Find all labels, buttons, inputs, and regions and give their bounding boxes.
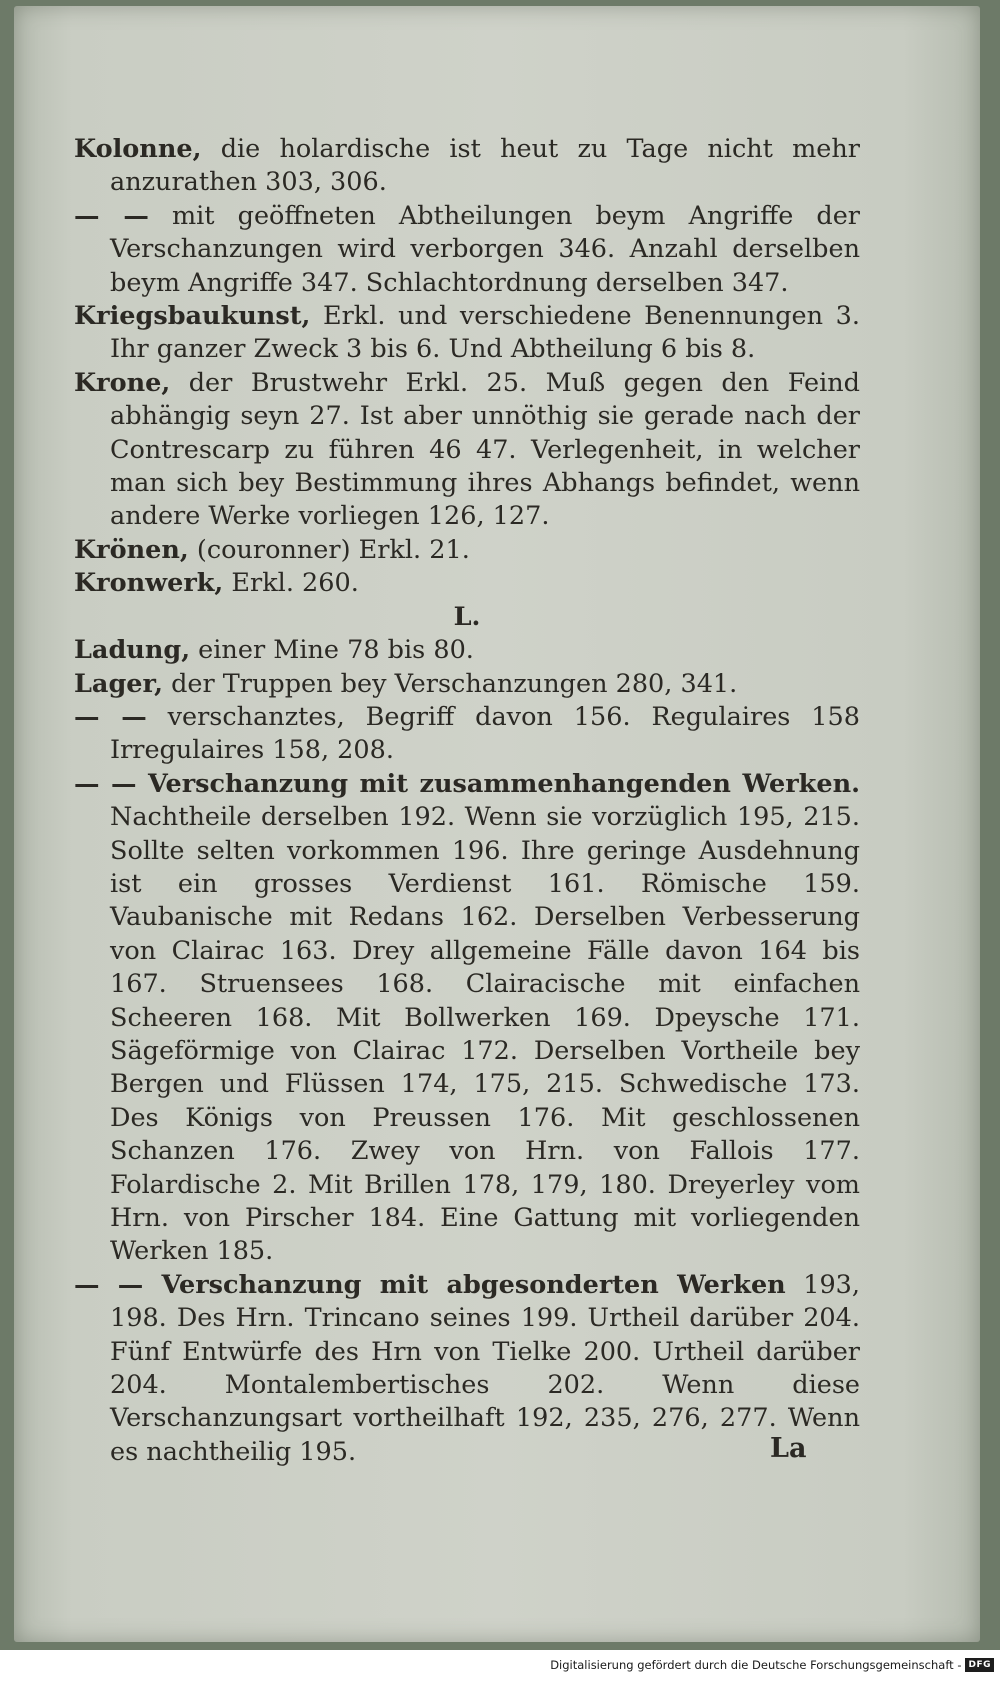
headword: Krone,: [74, 367, 171, 398]
index-entry: [74, 701, 860, 768]
headword: Ladung,: [74, 635, 191, 666]
headword: Kriegsbaukunst,: [74, 301, 311, 332]
footer-credit: Digitalisierung gefördert durch die Deutsche Forschungsgemeinschaft -: [550, 1658, 962, 1672]
entry-text: mit geöffneten Abtheilungen beym Angriffe der Verschanzungen wird verborgen 346. Anzahl derselben beym Angriffe 347. Schlachtordnung derselben 347.: [110, 200, 860, 298]
headword: Krönen,: [74, 534, 189, 565]
sub-dash: — —: [74, 200, 149, 231]
entry-text: verschanztes, Begriff davon 156. Regulaires 158 Irregulaires 158, 208.: [110, 701, 860, 766]
letter-heading: L.: [453, 601, 481, 632]
index-entry: [74, 768, 860, 1269]
index-entry: [74, 668, 860, 701]
entry-text: Erkl. und verschiedene Benennungen 3. Ihr ganzer Zweck 3 bis 6. Und Abtheilung 6 bis 8.: [110, 301, 860, 365]
entry-text: der Truppen bey Verschanzungen 280, 341.: [162, 668, 738, 699]
entry-text: Erkl. 260.: [223, 568, 359, 599]
headword: Kolonne,: [74, 134, 202, 164]
index-entry: [74, 567, 860, 600]
dfg-logo-icon: DFG: [965, 1658, 994, 1672]
index-entry: [74, 634, 860, 667]
headword: Lager,: [74, 668, 163, 699]
index-entry: [74, 133, 860, 200]
entry-text: der Brustwehr Erkl. 25. Muß gegen den Feind abhängig seyn 27. Ist aber unnöthig sie gerade nach der Contrescarp zu führen 46 47. Verlegenheit, in welcher man sich bey Bestimmung ihres Abhangs befindet, wenn andere Werke vorliegen 126, 127.: [110, 367, 860, 532]
index-entry: [74, 534, 860, 567]
index-entry: [74, 1269, 860, 1469]
sub-heading: — — Verschanzung mit zusammenhangenden Werken.: [74, 768, 860, 799]
catchword: La: [770, 1433, 807, 1464]
entry-text: (couronner) Erkl. 21.: [188, 534, 470, 565]
footer: [550, 1658, 994, 1672]
index-entry: [74, 367, 860, 534]
entry-text: Nachtheile derselben 192. Wenn sie vorzüglich 195, 215. Sollte selten vorkommen 196. Ihre geringe Ausdehnung ist ein grosses Verdienst 161. Römische 159. Vaubanische mit Redans 162. Derselben Verbesserung von Clairac 163. Drey allgemeine Fälle davon 164 bis 167. Struensees 168. Clairacische mit einfachen Scheeren 168. Mit Bollwerken 169. Dpeysche 171. Sägeförmige von Clairac 172. Derselben Vortheile bey Bergen und Flüssen 174, 175, 215. Schwedische 173. Des Königs von Preussen 176. Mit geschlossenen Schanzen 176. Zwey von Hrn. von Fallois 177. Folardische 2. Mit Brillen 178, 179, 180. Dreyerley vom Hrn. von Pirscher 184. Eine Gattung mit vorliegenden Werken 185.: [110, 802, 860, 1267]
headword: Kronwerk,: [74, 568, 224, 599]
entry-text: die holardische ist heut zu Tage nicht mehr anzurathen 303, 306.: [110, 134, 860, 198]
entry-text: einer Mine 78 bis 80.: [190, 635, 474, 666]
index-entry: [74, 300, 860, 367]
sub-heading: — — Verschanzung mit abgesonderten Werken: [74, 1269, 786, 1300]
entry-text: 193, 198. Des Hrn. Trincano seines 199. Urtheil darüber 204. Fünf Entwürfe des Hrn von Tielke 200. Urtheil darüber 204. Montalembertisches 202. Wenn diese Verschanzungsart vortheilhaft 192, 235, 276, 277. Wenn es nachtheilig 195.: [110, 1269, 861, 1467]
sub-dash: — —: [74, 701, 147, 732]
index-text: [74, 133, 860, 1469]
index-entry: [74, 200, 860, 300]
